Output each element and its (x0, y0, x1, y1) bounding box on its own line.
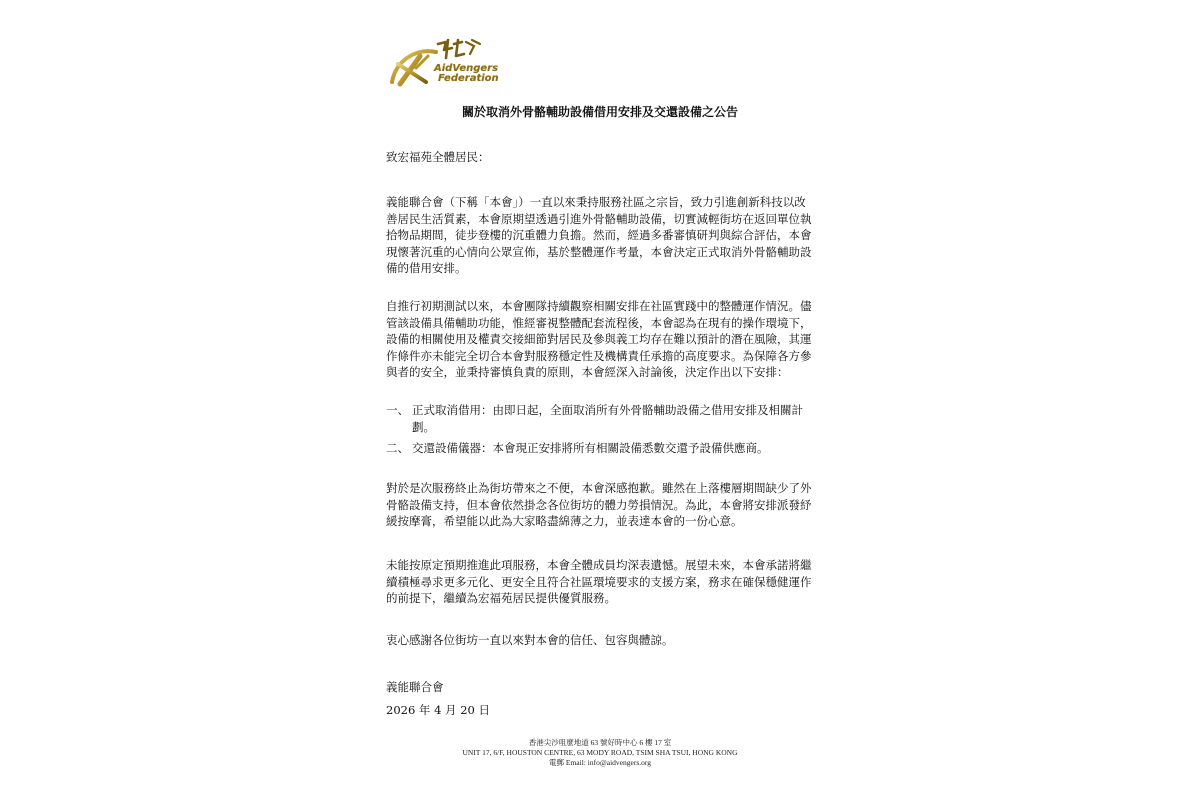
signature-organization: 義能聯合會 (386, 680, 444, 694)
footer-address-chinese: 香港尖沙咀麼地道 63 號好時中心 6 樓 17 室 (528, 738, 672, 747)
list-item-number: 一、 (386, 403, 409, 417)
logo-wordmark (430, 64, 499, 84)
salutation: 致宏福苑全體居民： (386, 150, 490, 164)
announcement-title: 關於取消外骨骼輔助設備借用安排及交還設備之公告 (461, 105, 738, 119)
signature-date: 2026 年 4 月 20 日 (386, 703, 490, 717)
list-item-text: 正式取消借用：由即日起，全面取消所有外骨骼輔助設備之借用安排及相關計劃。 (412, 403, 803, 434)
list-item (386, 440, 814, 457)
footer-address (386, 738, 814, 768)
logo-line-2: Federation (438, 73, 499, 84)
footer-email: 電郵 Email: info@aidvengers.org (549, 758, 651, 767)
list-item (386, 402, 814, 435)
paragraph-background: 自推行初期測試以來，本會團隊持續觀察相關安排在社區實踐中的整體運作情況。儘管該設備具備輔助功能，惟經審視整體配套流程後，本會認為在現有的操作環境下，設備的相關使用及權責交接細節對居民及參與義工均存在難以預計的潛在風險，其運作條件亦未能完全切合本會對服務穩定性及機構責任承擔的高度要求。為保障各方參與者的安全，並秉持審慎負責的原則，本會經深入討論後，決定作出以下安排： (386, 299, 812, 379)
paragraph-thanks: 衷心感謝各位街坊一直以來對本會的信任、包容與體諒。 (386, 633, 674, 647)
list-item-text: 交還設備儀器：本會現正安排將所有相關設備悉數交還予設備供應商。 (412, 441, 769, 455)
paragraph-outlook: 未能按原定預期推進此項服務，本會全體成員均深表遺憾。展望未來，本會承諾將繼續積極尋求更多元化、更安全且符合社區環境要求的支援方案，務求在確保穩健運作的前提下，繼續為宏福苑居民提供優質服務。 (386, 558, 812, 605)
list-item-number: 二、 (386, 441, 409, 455)
logo-line-1: AidVengers (434, 63, 499, 74)
footer-address-english: UNIT 17, 6/F, HOUSTON CENTRE, 63 MODY ROAD, TSIM SHA TSUI, HONG KONG (462, 748, 738, 757)
paragraph-apology: 對於是次服務終止為街坊帶來之不便，本會深感抱歉。雖然在上落樓層期間缺少了外骨骼設備支持，但本會依然掛念各位街坊的體力勞損情況。為此，本會將安排派發紓緩按摩膏，希望能以此為大家略盡綿薄之力，並表達本會的一份心意。 (386, 481, 812, 528)
paragraph-intro: 義能聯合會（下稱「本會」）一直以來秉持服務社區之宗旨，致力引進創新科技以改善居民生活質素，本會原期望透過引進外骨骼輔助設備，切實減輕街坊在返回單位執拾物品期間，徒步登樓的沉重體力負擔。然而，經過多番審慎研判與綜合評估，本會現懷著沉重的心情向公眾宣佈，基於整體運作考量，本會決定正式取消外骨骼輔助設備的借用安排。 (386, 195, 812, 275)
aidvengers-logo (386, 38, 498, 90)
